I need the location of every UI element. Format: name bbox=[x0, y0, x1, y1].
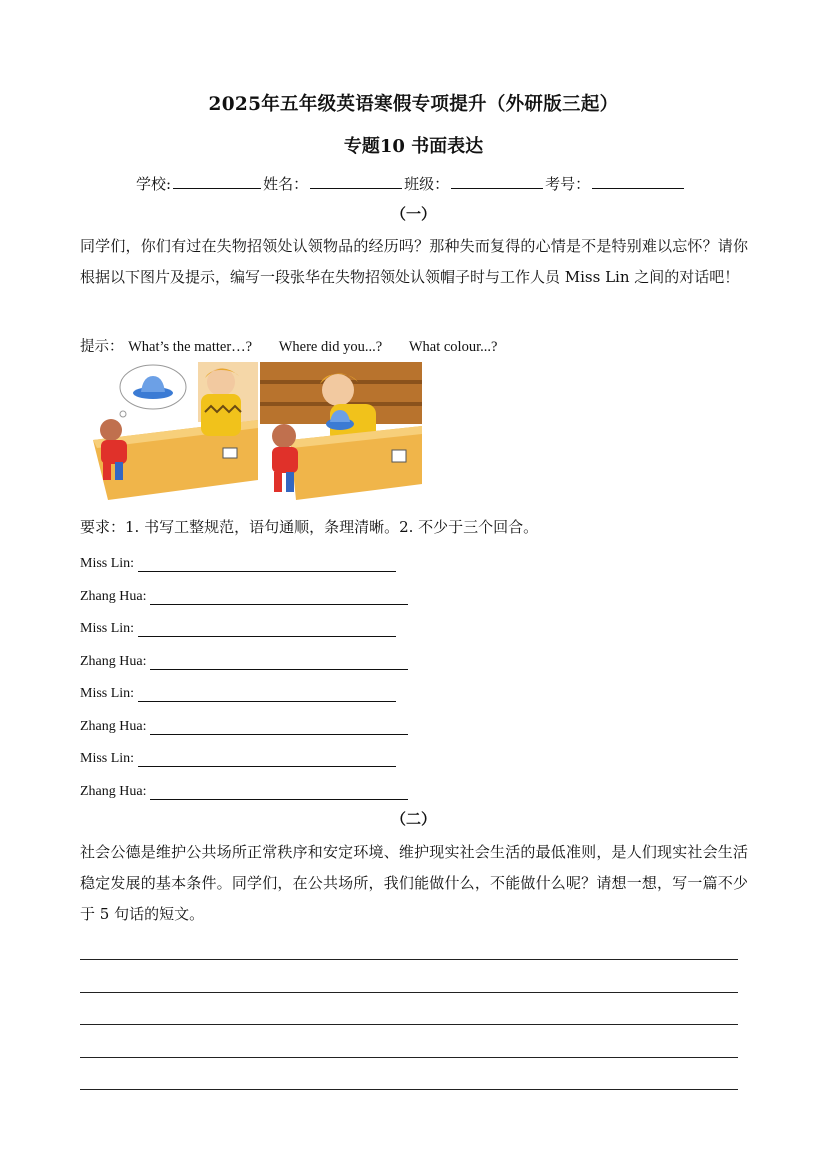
speaker-label: Zhang Hua: bbox=[80, 718, 147, 734]
speaker-label: Miss Lin: bbox=[80, 751, 135, 766]
answer-blank[interactable] bbox=[138, 557, 396, 572]
exam-no-blank[interactable] bbox=[592, 173, 684, 189]
speaker-label: Zhang Hua: bbox=[80, 588, 147, 604]
hint-line bbox=[80, 335, 519, 356]
speaker-label: Zhang Hua: bbox=[80, 653, 147, 669]
writing-line[interactable] bbox=[80, 1089, 738, 1090]
student-info-line bbox=[136, 173, 686, 194]
name-blank[interactable] bbox=[310, 173, 402, 189]
school-blank[interactable] bbox=[173, 173, 261, 189]
dialogue-row bbox=[80, 615, 396, 637]
answer-blank[interactable] bbox=[150, 785, 408, 800]
answer-blank[interactable] bbox=[138, 687, 396, 702]
dialogue-row bbox=[80, 648, 408, 670]
writing-line[interactable] bbox=[80, 992, 738, 993]
speaker-label: Miss Lin: bbox=[80, 556, 135, 571]
hint-1: What’s the matter…? bbox=[128, 339, 253, 355]
answer-blank[interactable] bbox=[150, 655, 408, 670]
dialogue-row bbox=[80, 680, 396, 702]
writing-line[interactable] bbox=[80, 1024, 738, 1025]
dialogue-row bbox=[80, 583, 408, 605]
dialogue-row bbox=[80, 713, 408, 735]
answer-blank[interactable] bbox=[138, 752, 396, 767]
section-2-heading: （二） bbox=[390, 810, 436, 828]
illustration-hat-returned bbox=[260, 362, 422, 500]
speaker-label: Zhang Hua: bbox=[80, 783, 147, 799]
hint-label: 提示： bbox=[80, 339, 124, 355]
speaker-label: Miss Lin: bbox=[80, 686, 135, 701]
section-2-prompt: 社会公德是维护公共场所正常秩序和安定环境、维护现实社会生活的最低准则，是人们现实社会生活稳定发展的基本条件。同学们，在公共场所，我们能做什么，不能做什么呢？请想一想，写一篇不少于 5 句话的短文。 bbox=[80, 843, 748, 923]
answer-blank[interactable] bbox=[138, 622, 396, 637]
school-label: 学校: bbox=[136, 175, 172, 193]
speaker-label: Miss Lin: bbox=[80, 621, 135, 636]
answer-blank[interactable] bbox=[150, 590, 408, 605]
exam-no-label: 考号： bbox=[545, 175, 591, 193]
class-blank[interactable] bbox=[451, 173, 543, 189]
topic-subtitle: 专题10 书面表达 bbox=[343, 136, 484, 157]
writing-line[interactable] bbox=[80, 1057, 738, 1058]
dialogue-row bbox=[80, 550, 396, 572]
name-label: 姓名： bbox=[263, 175, 309, 193]
requirements: 要求：1. 书写工整规范，语句通顺，条理清晰。2. 不少于三个回合。 bbox=[80, 518, 539, 536]
hint-2: Where did you...? bbox=[278, 339, 383, 355]
dialogue-row bbox=[80, 778, 408, 800]
hint-3: What colour...? bbox=[408, 339, 498, 355]
dialogue-row bbox=[80, 745, 396, 767]
page-title: 2025年五年级英语寒假专项提升（外研版三起） bbox=[208, 94, 619, 115]
section-1-prompt: 同学们，你们有过在失物招领处认领物品的经历吗？那种失而复得的心情是不是特别难以忘怀？请你根据以下图片及提示，编写一段张华在失物招领处认领帽子时与工作人员 Miss Lin 之间的对话吧！ bbox=[80, 237, 748, 286]
answer-blank[interactable] bbox=[150, 720, 408, 735]
illustration-girl-thinking-of-hat bbox=[83, 362, 258, 500]
section-1-heading: （一） bbox=[390, 205, 436, 223]
writing-line[interactable] bbox=[80, 959, 738, 960]
class-label: 班级： bbox=[404, 175, 450, 193]
